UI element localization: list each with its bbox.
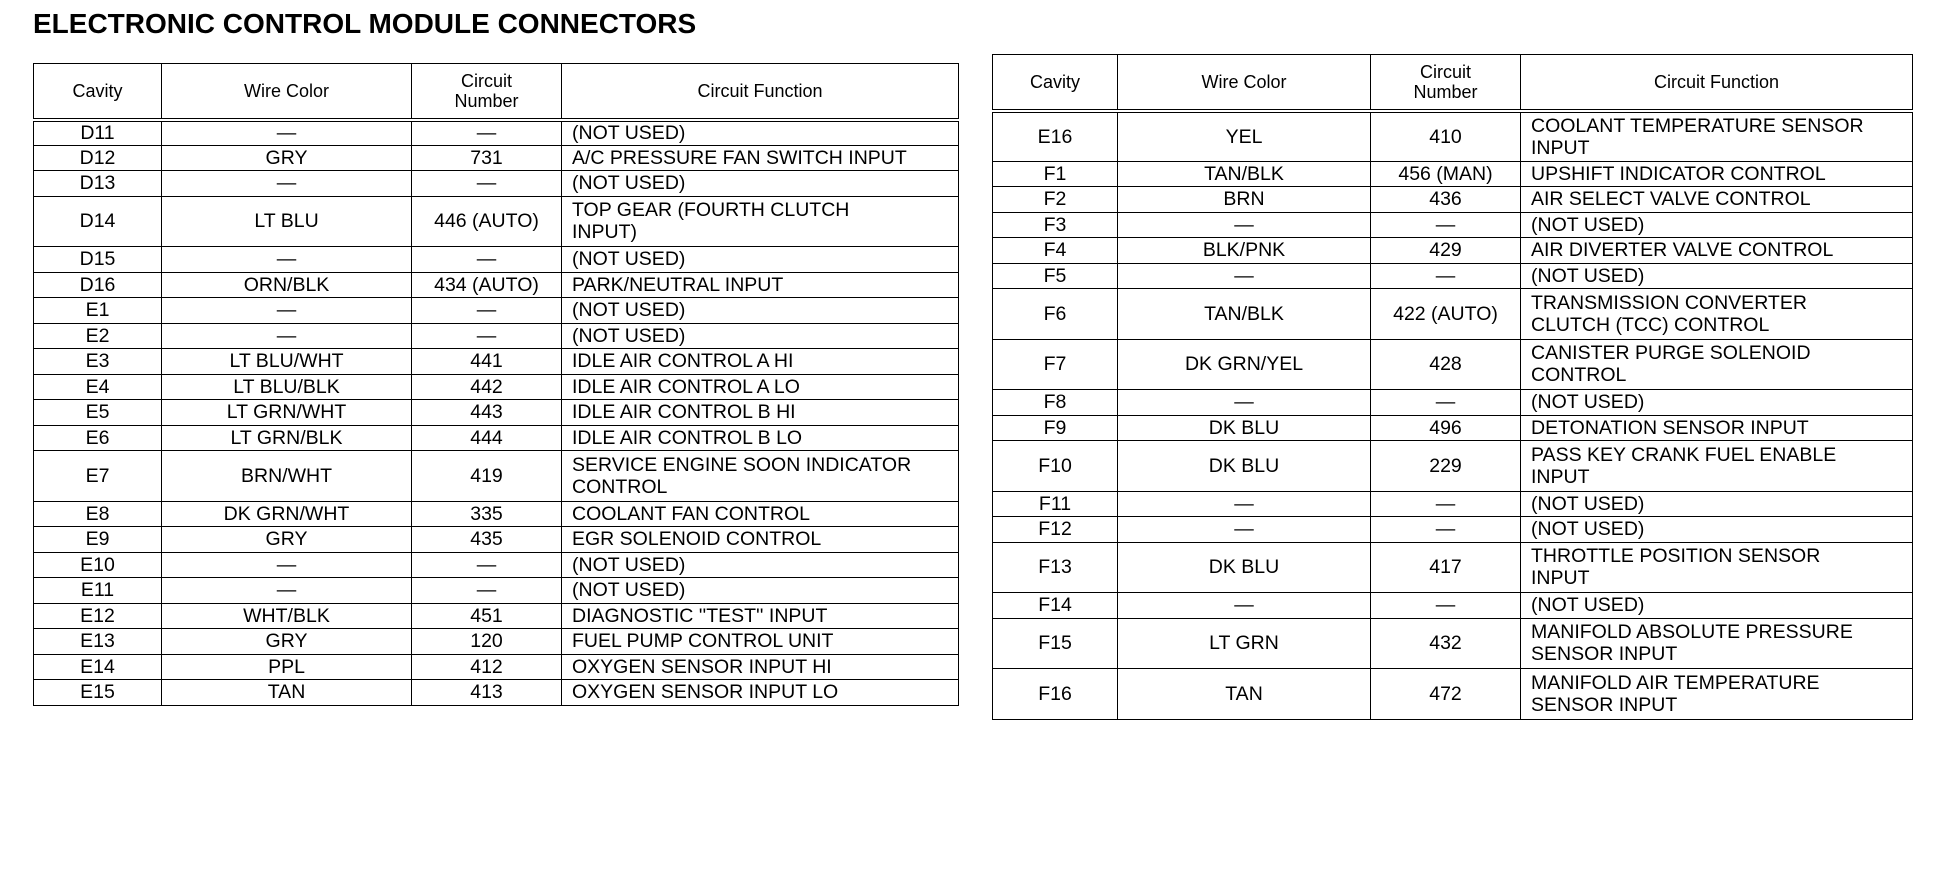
circuit-number-cell: 432 <box>1371 618 1521 669</box>
wire-color-cell: LT GRN/BLK <box>162 425 412 451</box>
table-row <box>993 238 1913 264</box>
table-row <box>34 400 959 426</box>
table-row <box>993 491 1913 517</box>
circuit-function-cell <box>562 578 959 604</box>
cavity-cell: E7 <box>34 451 162 502</box>
table-row <box>34 247 959 273</box>
circuit-number-cell: 451 <box>412 603 562 629</box>
circuit-function-cell <box>1521 415 1913 441</box>
circuit-function-text-line2: INPUT <box>1531 465 1590 488</box>
circuit-function-cell <box>1521 289 1913 340</box>
header-wire-color: Wire Color <box>162 64 412 120</box>
circuit-number-cell: 229 <box>1371 441 1521 492</box>
wire-color-cell: BRN <box>1118 187 1371 213</box>
circuit-function-cell <box>562 603 959 629</box>
table-row <box>34 451 959 502</box>
circuit-function-text: AIR DIVERTER VALVE CONTROL <box>1531 239 1834 262</box>
circuit-function-text: DETONATION SENSOR INPUT <box>1531 416 1809 439</box>
cavity-cell: F5 <box>993 263 1118 289</box>
circuit-function-cell <box>562 552 959 578</box>
cavity-cell: E12 <box>34 603 162 629</box>
cavity-cell: E2 <box>34 323 162 349</box>
wire-color-cell: GRY <box>162 145 412 171</box>
wire-color-cell: TAN <box>162 680 412 706</box>
circuit-function-text: (NOT USED) <box>1531 264 1645 287</box>
circuit-number-cell: 472 <box>1371 669 1521 720</box>
circuit-function-text: (NOT USED) <box>572 324 686 347</box>
circuit-number-cell: 444 <box>412 425 562 451</box>
circuit-function-text: SERVICE ENGINE SOON INDICATOR <box>572 453 912 476</box>
circuit-number-cell: — <box>412 247 562 273</box>
wire-color-cell: WHT/BLK <box>162 603 412 629</box>
wire-color-cell: — <box>162 323 412 349</box>
circuit-function-text: COOLANT FAN CONTROL <box>572 502 811 525</box>
circuit-function-cell <box>1521 390 1913 416</box>
header-circuit-number <box>412 64 562 120</box>
circuit-function-cell <box>562 298 959 324</box>
circuit-function-text: (NOT USED) <box>572 579 686 602</box>
circuit-function-cell <box>562 323 959 349</box>
header-circuit-number-line1: Circuit <box>460 70 512 91</box>
circuit-function-cell <box>562 145 959 171</box>
circuit-number-cell: 446 (AUTO) <box>412 196 562 247</box>
header-circuit-function: Circuit Function <box>562 64 959 120</box>
table-row <box>34 552 959 578</box>
wire-color-cell: — <box>162 298 412 324</box>
right-connector-table <box>992 54 1913 720</box>
wire-color-cell: TAN/BLK <box>1118 289 1371 340</box>
cavity-cell: E10 <box>34 552 162 578</box>
circuit-function-cell <box>562 171 959 197</box>
wire-color-cell: TAN <box>1118 669 1371 720</box>
circuit-number-cell: 413 <box>412 680 562 706</box>
circuit-function-cell <box>562 349 959 375</box>
circuit-function-text: IDLE AIR CONTROL B HI <box>572 401 796 424</box>
left-connector-table <box>33 63 959 706</box>
header-circuit-number <box>1371 55 1521 111</box>
wire-color-cell: — <box>1118 517 1371 543</box>
table-row <box>993 415 1913 441</box>
circuit-function-cell <box>1521 593 1913 619</box>
circuit-function-text: CANISTER PURGE SOLENOID <box>1531 342 1811 365</box>
cavity-cell: E6 <box>34 425 162 451</box>
circuit-function-cell <box>562 527 959 553</box>
wire-color-cell: LT BLU <box>162 196 412 247</box>
circuit-function-text: IDLE AIR CONTROL B LO <box>572 426 803 449</box>
circuit-function-text: PASS KEY CRANK FUEL ENABLE <box>1531 443 1837 466</box>
table-header-row <box>34 64 959 120</box>
circuit-function-text: (NOT USED) <box>572 122 686 144</box>
cavity-cell: E8 <box>34 501 162 527</box>
circuit-function-text: IDLE AIR CONTROL A HI <box>572 350 794 373</box>
circuit-number-cell: 496 <box>1371 415 1521 441</box>
circuit-number-cell: 456 (MAN) <box>1371 161 1521 187</box>
circuit-function-text-line2: SENSOR INPUT <box>1531 643 1678 666</box>
page-title: ELECTRONIC CONTROL MODULE CONNECTORS <box>33 8 697 39</box>
table-row <box>993 517 1913 543</box>
cavity-cell: F1 <box>993 161 1118 187</box>
table-row <box>34 374 959 400</box>
circuit-function-cell <box>1521 212 1913 238</box>
circuit-function-text: UPSHIFT INDICATOR CONTROL <box>1531 162 1826 185</box>
cavity-cell: F12 <box>993 517 1118 543</box>
header-circuit-function: Circuit Function <box>1521 55 1913 111</box>
circuit-function-text: (NOT USED) <box>1531 213 1645 236</box>
cavity-cell: F10 <box>993 441 1118 492</box>
circuit-function-cell <box>1521 111 1913 162</box>
circuit-function-text-line2: SENSOR INPUT <box>1531 693 1678 716</box>
circuit-function-cell <box>562 247 959 273</box>
circuit-function-text: (NOT USED) <box>572 172 686 195</box>
circuit-function-cell <box>562 680 959 706</box>
table-row <box>34 578 959 604</box>
header-cavity: Cavity <box>993 55 1118 111</box>
circuit-number-cell: 335 <box>412 501 562 527</box>
circuit-number-cell: — <box>1371 593 1521 619</box>
cavity-cell: E15 <box>34 680 162 706</box>
table-row <box>34 603 959 629</box>
circuit-function-text: FUEL PUMP CONTROL UNIT <box>572 630 834 653</box>
header-wire-color: Wire Color <box>1118 55 1371 111</box>
circuit-function-cell <box>562 425 959 451</box>
cavity-cell: E1 <box>34 298 162 324</box>
cavity-cell: E11 <box>34 578 162 604</box>
circuit-function-cell <box>1521 669 1913 720</box>
circuit-function-cell <box>1521 491 1913 517</box>
circuit-number-cell: — <box>1371 390 1521 416</box>
header-circuit-number-line2: Number <box>1413 81 1478 102</box>
circuit-number-cell: — <box>1371 517 1521 543</box>
table-row <box>993 212 1913 238</box>
table-row <box>34 425 959 451</box>
circuit-number-cell: 422 (AUTO) <box>1371 289 1521 340</box>
wire-color-cell: — <box>1118 212 1371 238</box>
wire-color-cell: LT BLU/WHT <box>162 349 412 375</box>
circuit-function-text: (NOT USED) <box>572 248 686 271</box>
circuit-number-cell: — <box>1371 212 1521 238</box>
circuit-number-cell: 731 <box>412 145 562 171</box>
wire-color-cell: — <box>162 171 412 197</box>
table-row <box>34 629 959 655</box>
wire-color-cell: — <box>162 247 412 273</box>
wire-color-cell: YEL <box>1118 111 1371 162</box>
wire-color-cell: LT GRN <box>1118 618 1371 669</box>
circuit-number-cell: 428 <box>1371 339 1521 390</box>
table-row <box>34 298 959 324</box>
circuit-function-text: TOP GEAR (FOURTH CLUTCH <box>572 199 850 222</box>
circuit-number-cell: 442 <box>412 374 562 400</box>
cavity-cell: D11 <box>34 120 162 146</box>
cavity-cell: E4 <box>34 374 162 400</box>
circuit-function-text: TRANSMISSION CONVERTER <box>1531 291 1807 314</box>
circuit-function-cell <box>562 272 959 298</box>
cavity-cell: F6 <box>993 289 1118 340</box>
circuit-function-cell <box>562 654 959 680</box>
circuit-number-cell: — <box>412 298 562 324</box>
table-row <box>34 196 959 247</box>
cavity-cell: D14 <box>34 196 162 247</box>
cavity-cell: E3 <box>34 349 162 375</box>
circuit-function-text: MANIFOLD AIR TEMPERATURE <box>1531 671 1820 694</box>
wire-color-cell: DK BLU <box>1118 415 1371 441</box>
circuit-function-cell <box>1521 339 1913 390</box>
table-row <box>34 171 959 197</box>
wire-color-cell: DK GRN/WHT <box>162 501 412 527</box>
circuit-function-text: (NOT USED) <box>1531 391 1645 414</box>
cavity-cell: D16 <box>34 272 162 298</box>
circuit-function-text: COOLANT TEMPERATURE SENSOR <box>1531 114 1864 137</box>
cavity-cell: F4 <box>993 238 1118 264</box>
circuit-function-cell <box>562 400 959 426</box>
circuit-number-cell: — <box>412 171 562 197</box>
wire-color-cell: — <box>162 120 412 146</box>
cavity-cell: D15 <box>34 247 162 273</box>
circuit-function-text-line2: CONTROL <box>572 475 668 498</box>
circuit-function-cell <box>1521 517 1913 543</box>
cavity-cell: E16 <box>993 111 1118 162</box>
cavity-cell: F11 <box>993 491 1118 517</box>
table-row <box>993 669 1913 720</box>
circuit-function-cell <box>1521 263 1913 289</box>
circuit-number-cell: 441 <box>412 349 562 375</box>
wire-color-cell: — <box>1118 263 1371 289</box>
circuit-number-cell: 417 <box>1371 542 1521 593</box>
cavity-cell: F15 <box>993 618 1118 669</box>
cavity-cell: F3 <box>993 212 1118 238</box>
circuit-function-cell <box>562 501 959 527</box>
circuit-function-text: (NOT USED) <box>1531 594 1645 617</box>
circuit-number-cell: 120 <box>412 629 562 655</box>
cavity-cell: F9 <box>993 415 1118 441</box>
circuit-number-cell: 443 <box>412 400 562 426</box>
circuit-function-cell <box>1521 618 1913 669</box>
circuit-function-text-line2: CONTROL <box>1531 364 1627 387</box>
circuit-function-text-line2: INPUT <box>1531 136 1590 159</box>
table-row <box>993 618 1913 669</box>
table-row <box>993 161 1913 187</box>
circuit-function-text: THROTTLE POSITION SENSOR <box>1531 545 1821 568</box>
circuit-function-text: OXYGEN SENSOR INPUT LO <box>572 681 839 704</box>
table-row <box>34 120 959 146</box>
cavity-cell: F16 <box>993 669 1118 720</box>
circuit-number-cell: — <box>412 323 562 349</box>
circuit-number-cell: 436 <box>1371 187 1521 213</box>
cavity-cell: E9 <box>34 527 162 553</box>
circuit-function-text: IDLE AIR CONTROL A LO <box>572 375 800 398</box>
circuit-number-cell: 419 <box>412 451 562 502</box>
table-row <box>993 263 1913 289</box>
circuit-function-text: OXYGEN SENSOR INPUT HI <box>572 655 832 678</box>
cavity-cell: F2 <box>993 187 1118 213</box>
table-row <box>993 441 1913 492</box>
header-cavity: Cavity <box>34 64 162 120</box>
header-circuit-number-line2: Number <box>454 90 519 111</box>
table-row <box>993 111 1913 162</box>
circuit-function-text: AIR SELECT VALVE CONTROL <box>1531 188 1811 211</box>
circuit-function-text: (NOT USED) <box>1531 492 1645 515</box>
wire-color-cell: DK GRN/YEL <box>1118 339 1371 390</box>
cavity-cell: F8 <box>993 390 1118 416</box>
wire-color-cell: — <box>1118 491 1371 517</box>
circuit-number-cell: — <box>412 552 562 578</box>
table-row <box>993 289 1913 340</box>
circuit-number-cell: 429 <box>1371 238 1521 264</box>
wire-color-cell: ORN/BLK <box>162 272 412 298</box>
circuit-function-cell <box>562 451 959 502</box>
wire-color-cell: LT GRN/WHT <box>162 400 412 426</box>
table-row <box>993 390 1913 416</box>
table-row <box>993 542 1913 593</box>
table-row <box>34 501 959 527</box>
circuit-function-text: MANIFOLD ABSOLUTE PRESSURE <box>1531 621 1853 644</box>
wire-color-cell: — <box>1118 593 1371 619</box>
cavity-cell: F13 <box>993 542 1118 593</box>
cavity-cell: D13 <box>34 171 162 197</box>
table-header-row <box>993 55 1913 111</box>
circuit-function-cell <box>562 629 959 655</box>
circuit-function-cell <box>562 120 959 146</box>
circuit-function-text: PARK/NEUTRAL INPUT <box>572 273 784 296</box>
wire-color-cell: BLK/PNK <box>1118 238 1371 264</box>
cavity-cell: E5 <box>34 400 162 426</box>
circuit-function-cell <box>1521 161 1913 187</box>
circuit-number-cell: — <box>412 578 562 604</box>
circuit-function-text: DIAGNOSTIC ''TEST'' INPUT <box>572 604 828 627</box>
circuit-function-text: A/C PRESSURE FAN SWITCH INPUT <box>572 146 907 169</box>
circuit-function-text: (NOT USED) <box>1531 518 1645 541</box>
circuit-function-cell <box>562 374 959 400</box>
circuit-number-cell: — <box>412 120 562 146</box>
table-row <box>993 339 1913 390</box>
wire-color-cell: GRY <box>162 527 412 553</box>
cavity-cell: E14 <box>34 654 162 680</box>
circuit-function-text-line2: INPUT <box>1531 567 1590 590</box>
circuit-number-cell: 410 <box>1371 111 1521 162</box>
wire-color-cell: GRY <box>162 629 412 655</box>
circuit-function-cell <box>1521 441 1913 492</box>
wire-color-cell: LT BLU/BLK <box>162 374 412 400</box>
cavity-cell: D12 <box>34 145 162 171</box>
wire-color-cell: TAN/BLK <box>1118 161 1371 187</box>
cavity-cell: F14 <box>993 593 1118 619</box>
wire-color-cell: BRN/WHT <box>162 451 412 502</box>
wire-color-cell: — <box>162 552 412 578</box>
circuit-number-cell: — <box>1371 491 1521 517</box>
cavity-cell: F7 <box>993 339 1118 390</box>
circuit-function-text: (NOT USED) <box>572 553 686 576</box>
table-row <box>34 654 959 680</box>
table-row <box>34 349 959 375</box>
table-row <box>34 145 959 171</box>
circuit-function-cell <box>562 196 959 247</box>
circuit-number-cell: 435 <box>412 527 562 553</box>
circuit-function-text-line2: CLUTCH (TCC) CONTROL <box>1531 313 1770 336</box>
circuit-function-text: EGR SOLENOID CONTROL <box>572 528 822 551</box>
wire-color-cell: PPL <box>162 654 412 680</box>
table-row <box>993 593 1913 619</box>
table-row <box>34 323 959 349</box>
circuit-function-cell <box>1521 542 1913 593</box>
circuit-number-cell: — <box>1371 263 1521 289</box>
table-row <box>34 527 959 553</box>
circuit-number-cell: 412 <box>412 654 562 680</box>
wire-color-cell: DK BLU <box>1118 441 1371 492</box>
table-row <box>34 680 959 706</box>
wire-color-cell: — <box>162 578 412 604</box>
circuit-function-text-line2: INPUT) <box>572 221 637 244</box>
circuit-function-cell <box>1521 187 1913 213</box>
cavity-cell: E13 <box>34 629 162 655</box>
circuit-function-text: (NOT USED) <box>572 299 686 322</box>
wire-color-cell: — <box>1118 390 1371 416</box>
circuit-function-cell <box>1521 238 1913 264</box>
table-row <box>993 187 1913 213</box>
header-circuit-number-line1: Circuit <box>1419 61 1471 82</box>
wire-color-cell: DK BLU <box>1118 542 1371 593</box>
table-row <box>34 272 959 298</box>
circuit-number-cell: 434 (AUTO) <box>412 272 562 298</box>
